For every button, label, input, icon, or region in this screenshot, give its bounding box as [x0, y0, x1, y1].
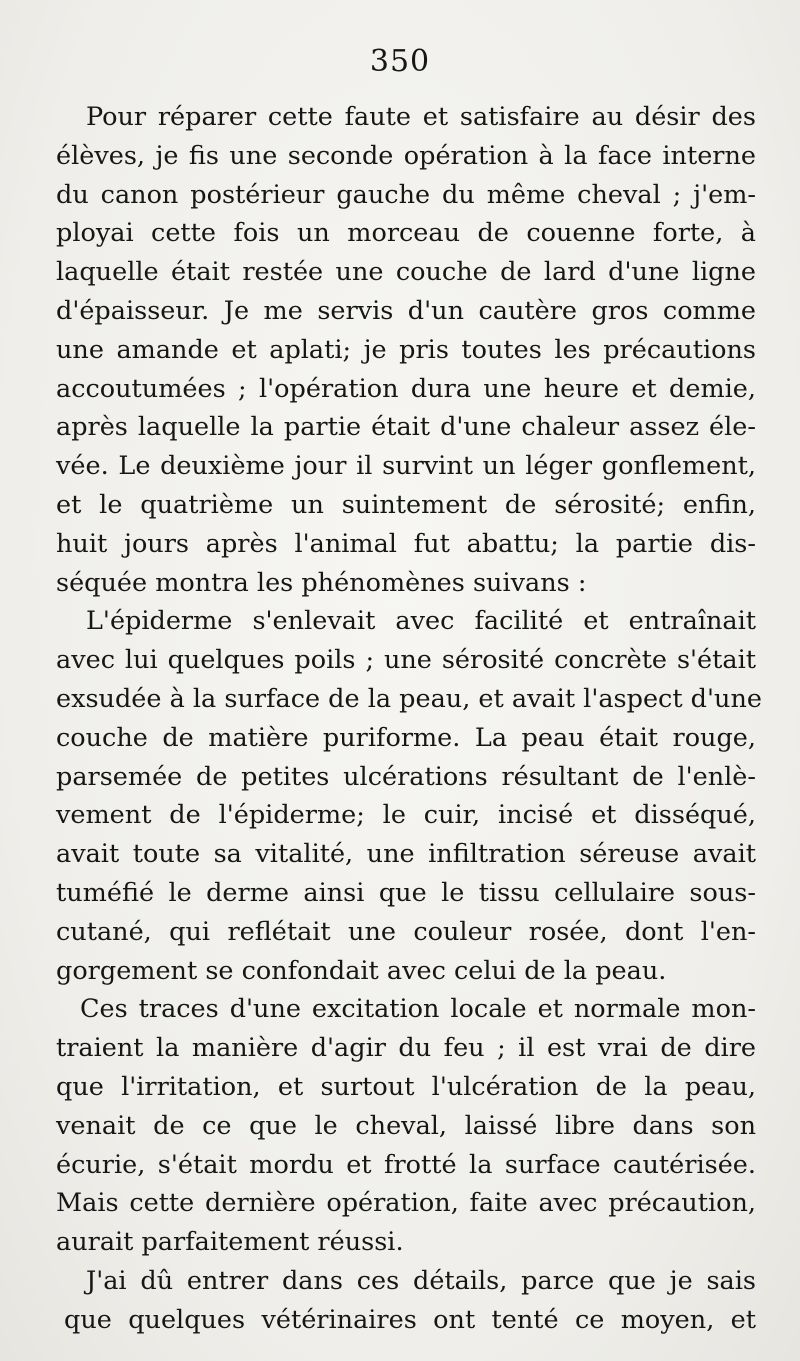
- text-line: élèves, je fis une seconde opération à la face interne: [56, 140, 756, 171]
- text-line: venait de ce que le cheval, laissé libre dans son: [56, 1110, 756, 1141]
- text-line: séquée montra les phénomènes suivans :: [56, 567, 587, 598]
- text-line: J'ai dû entrer dans ces détails, parce que je sais: [86, 1265, 756, 1296]
- text-line: aurait parfaitement réussi.: [56, 1227, 404, 1258]
- text-line: d'épaisseur. Je me servis d'un cautère gros comme: [56, 295, 756, 326]
- text-line: vée. Le deuxième jour il survint un léger gonflement,: [56, 451, 756, 482]
- text-line: parsemée de petites ulcérations résultant de l'enlè-: [56, 761, 756, 792]
- text-line: ployai cette fois un morceau de couenne forte, à: [56, 218, 756, 249]
- text-line: traient la manière d'agir du feu ; il est vrai de dire: [56, 1033, 756, 1064]
- page-number: 350: [369, 44, 431, 79]
- text-line: et le quatrième un suintement de sérosité; enfin,: [56, 489, 756, 520]
- text-line: après laquelle la partie était d'une chaleur assez éle-: [56, 412, 756, 443]
- text-line: du canon postérieur gauche du même cheval ; j'em-: [56, 179, 756, 210]
- text-line: une amande et aplati; je pris toutes les précautions: [56, 334, 756, 365]
- text-line: exsudée à la surface de la peau, et avait l'aspect d'une: [56, 683, 762, 714]
- text-line: Ces traces d'une excitation locale et normale mon-: [80, 994, 756, 1025]
- text-line: que l'irritation, et surtout l'ulcération de la peau,: [56, 1071, 756, 1102]
- text-line: vement de l'épiderme; le cuir, incisé et disséqué,: [56, 800, 756, 831]
- text-line: Mais cette dernière opération, faite avec précaution,: [56, 1188, 756, 1219]
- text-line: cutané, qui reflétait une couleur rosée, dont l'en-: [56, 916, 756, 947]
- text-line: avec lui quelques poils ; une sérosité concrète s'était: [56, 645, 756, 676]
- text-line: tuméfié le derme ainsi que le tissu cellulaire sous-: [56, 877, 756, 908]
- text-line: L'épiderme s'enlevait avec facilité et entraînait: [86, 606, 756, 637]
- text-line: avait toute sa vitalité, une infiltration séreuse avait: [56, 839, 756, 870]
- body-text: [56, 98, 762, 1340]
- text-line: accoutumées ; l'opération dura une heure et demie,: [56, 373, 756, 404]
- text-line: écurie, s'était mordu et frotté la surface cautérisée.: [56, 1149, 756, 1180]
- text-line: laquelle était restée une couche de lard d'une ligne: [56, 257, 756, 288]
- text-line: couche de matière puriforme. La peau était rouge,: [56, 722, 756, 753]
- text-line: huit jours après l'animal fut abattu; la partie dis-: [56, 528, 756, 559]
- text-line: gorgement se confondait avec celui de la peau.: [56, 955, 667, 986]
- text-line: que quelques vétérinaires ont tenté ce moyen, et: [64, 1304, 756, 1335]
- text-line: Pour réparer cette faute et satisfaire au désir des: [86, 102, 756, 132]
